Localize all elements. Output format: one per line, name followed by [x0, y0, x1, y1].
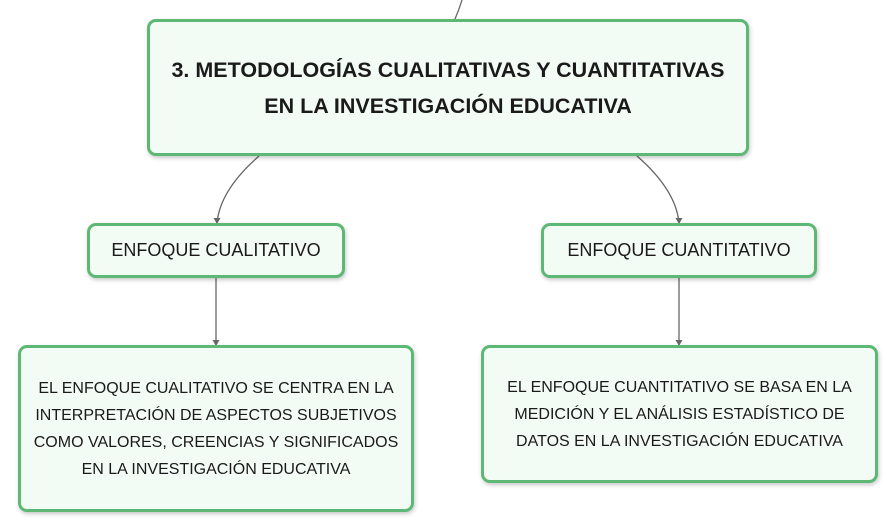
cualitativo-description-text: EL ENFOQUE CUALITATIVO SE CENTRA EN LA INTERPRETACIÓN DE ASPECTOS SUBJETIVOS COMO VALORES, CREENCIAS Y SIGNIFICADOS EN LA INVESTIGACIÓN EDUCATIVA [33, 379, 399, 478]
cualitativo-description-node[interactable] [18, 345, 414, 512]
subtopic-cuantitativo-label: ENFOQUE CUANTITATIVO [567, 240, 791, 260]
subtopic-cuantitativo-node[interactable] [541, 223, 817, 278]
connector-parent-to-root [455, 0, 462, 19]
connector-root-to-cualitativo [217, 156, 259, 223]
cuantitativo-description-node[interactable] [481, 345, 878, 483]
cuantitativo-description-text: EL ENFOQUE CUANTITATIVO SE BASA EN LA MEDICIÓN Y EL ANÁLISIS ESTADÍSTICO DE DATOS EN LA INVESTIGACIÓN EDUCATIVA [507, 378, 852, 450]
subtopic-cualitativo-node[interactable] [87, 223, 345, 278]
root-topic-title: 3. METODOLOGÍAS CUALITATIVAS Y CUANTITATIVAS EN LA INVESTIGACIÓN EDUCATIVA [171, 57, 725, 118]
connector-root-to-cuantitativo [637, 156, 679, 223]
root-topic-node[interactable] [147, 19, 749, 156]
subtopic-cualitativo-label: ENFOQUE CUALITATIVO [111, 240, 321, 260]
